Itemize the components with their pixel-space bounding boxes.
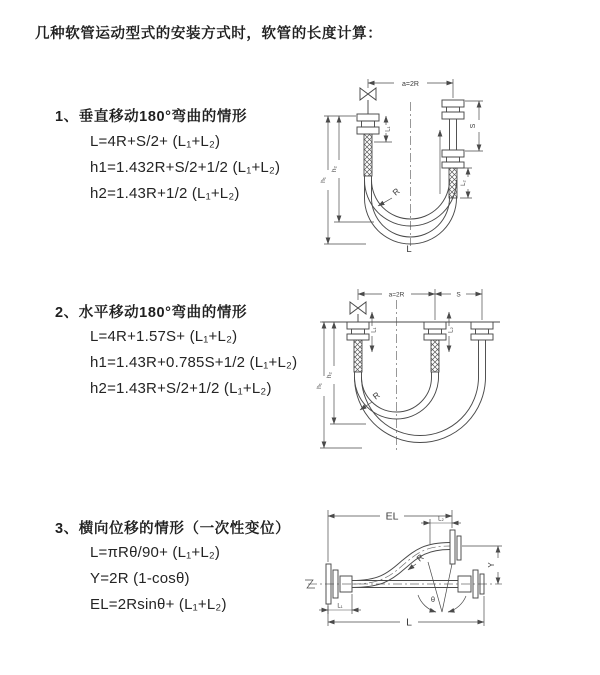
dim-label-fitting-mid: L₂ (448, 327, 455, 333)
dim-span-stroke (358, 289, 482, 320)
valve-icon (360, 88, 376, 100)
diagram-lateral-displacement (300, 500, 600, 658)
middle-end-fitting (424, 322, 446, 372)
section-1-formula-L: L=4R+S/2+ (L₁+L₂) (90, 133, 221, 150)
right-end-fitting (471, 322, 493, 340)
dim-label-fitting-left: L₁ (337, 603, 343, 610)
section-1-formula-h2: h2=1.43R+1/2 (L₁+L₂) (90, 185, 240, 202)
valve-icon (350, 302, 366, 314)
section-2-formula-h1: h1=1.43R+0.785S+1/2 (L₁+L₂) (90, 354, 298, 371)
section-3-formula-Y: Y=2R (1-cosθ) (90, 570, 190, 587)
section-3-formula-L: L=πRθ/90+ (L₁+L₂) (90, 544, 221, 561)
section-2-heading: 2、水平移动180°弯曲的情形 (55, 305, 248, 321)
dim-label-height-inner: h₂ (331, 165, 338, 173)
dim-label-stroke: S (456, 291, 461, 299)
dim-label-radius: R (414, 551, 426, 564)
dim-label-extended-length: EL (385, 510, 399, 523)
left-end-fitting (347, 302, 369, 372)
diagram-vertical-180-bend (312, 72, 598, 258)
section-1-formula-h1: h1=1.432R+S/2+1/2 (L₁+L₂) (90, 159, 281, 176)
dim-label-height-outer: h₁ (316, 383, 323, 389)
dim-label-height-outer: h₁ (320, 177, 327, 183)
dim-offset (462, 546, 502, 584)
dim-label-angle: θ (430, 595, 436, 604)
dim-label-span: a=2R (402, 81, 419, 88)
dim-label-height-inner: h₂ (326, 371, 333, 379)
dim-label-fitting-left: L₁ (385, 126, 392, 132)
dim-label-offset: Y (487, 562, 496, 568)
left-end-fitting (357, 88, 379, 176)
page-title: 几种软管运动型式的安装方式时，软管的长度计算： (35, 26, 383, 42)
radius-leader (378, 198, 392, 206)
diagram-horizontal-180-bend (310, 282, 600, 474)
dim-label-stroke: S (470, 123, 477, 129)
dim-label-fitting-left: L₁ (371, 327, 378, 333)
braided-hose-section (431, 340, 439, 372)
dim-label-radius: R (370, 389, 382, 402)
angle-construction (418, 562, 466, 612)
section-2-formula-h2: h2=1.43R+S/2+1/2 (L₁+L₂) (90, 380, 272, 397)
dim-label-span: a=2R (388, 291, 405, 299)
section-3-formula-EL: EL=2Rsinθ+ (L₁+L₂) (90, 596, 227, 613)
dim-label-fitting-right: L₂ (461, 180, 467, 186)
dim-label-fitting-right: L₂ (438, 516, 444, 523)
dim-label-length: L (406, 244, 412, 255)
braided-hose-section (354, 340, 362, 372)
dim-label-radius: R (390, 185, 402, 198)
braided-hose-section (364, 134, 372, 176)
braided-hose-section (449, 168, 457, 198)
displaced-hose (352, 530, 461, 588)
section-3-heading: 3、横向位移的情形（一次性变位） (55, 521, 291, 537)
section-2-formula-L: L=4R+1.57S+ (L₁+L₂) (90, 328, 238, 345)
section-1-heading: 1、垂直移动180°弯曲的情形 (55, 109, 248, 125)
dim-label-length: L (406, 616, 412, 629)
